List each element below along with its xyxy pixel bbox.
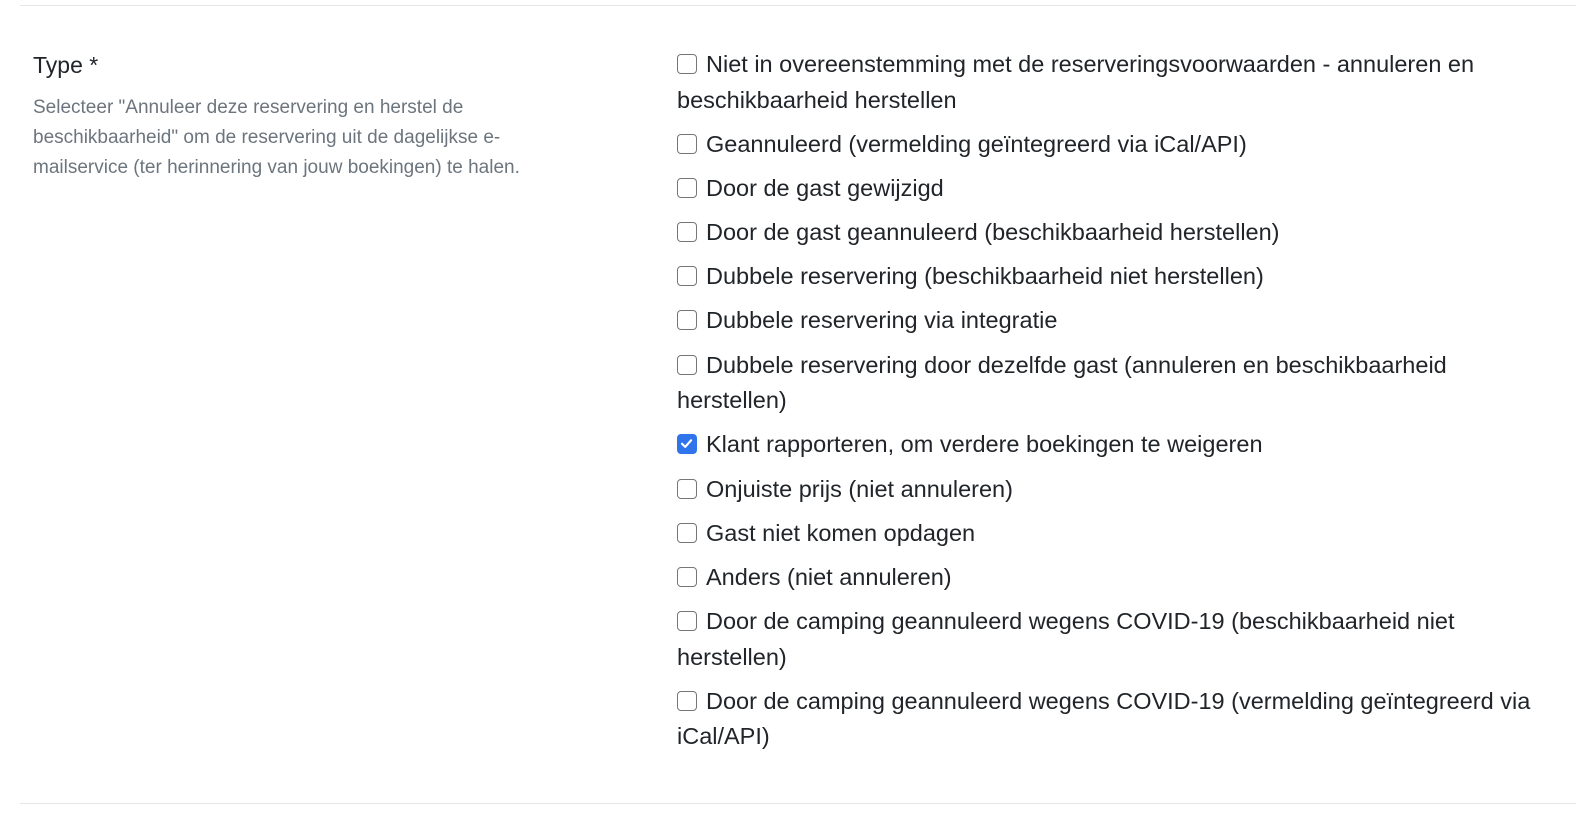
checkbox[interactable]	[677, 266, 697, 286]
type-option[interactable]	[677, 560, 1557, 596]
checkbox[interactable]	[677, 222, 697, 242]
check-icon	[679, 436, 694, 451]
type-option[interactable]	[677, 684, 1557, 755]
option-label: Gast niet komen opdagen	[706, 519, 976, 546]
type-option[interactable]	[677, 259, 1557, 295]
label-column	[33, 49, 593, 183]
type-field-label: Type *	[33, 52, 99, 78]
type-option[interactable]	[677, 472, 1557, 508]
option-label: Geannuleerd (vermelding geïntegreerd via iCal/API)	[706, 130, 1247, 157]
option-label: Dubbele reservering (beschikbaarheid niet herstellen)	[706, 263, 1264, 290]
option-label: Dubbele reservering via integratie	[706, 307, 1058, 334]
type-option[interactable]	[677, 127, 1557, 163]
type-field-help: Selecteer "Annuleer deze reservering en herstel de beschikbaarheid" om de reservering uit de dagelijkse e-mailservice (ter herinnering van jouw boekingen) te halen.	[33, 97, 520, 178]
option-label: Niet in overeenstemming met de reserveringsvoorwaarden - annuleren en beschikbaarheid herstellen	[677, 51, 1475, 113]
checkbox[interactable]	[677, 134, 697, 154]
checkbox[interactable]	[677, 355, 697, 375]
checkbox[interactable]	[677, 479, 697, 499]
type-option[interactable]	[677, 47, 1557, 118]
checkbox[interactable]	[677, 178, 697, 198]
type-option[interactable]	[677, 303, 1557, 339]
type-options-list	[677, 47, 1557, 763]
option-label: Door de gast gewijzigd	[706, 174, 944, 201]
checkbox[interactable]	[677, 567, 697, 587]
checkbox[interactable]	[677, 523, 697, 543]
checkbox[interactable]	[677, 54, 697, 74]
option-label: Klant rapporteren, om verdere boekingen te weigeren	[706, 431, 1263, 458]
bottom-divider	[20, 803, 1576, 804]
checkbox-checked[interactable]	[677, 434, 697, 454]
checkbox[interactable]	[677, 691, 697, 711]
type-option[interactable]	[677, 427, 1557, 463]
type-option[interactable]	[677, 516, 1557, 552]
option-label: Door de camping geannuleerd wegens COVID-19 (vermelding geïntegreerd via iCal/API)	[677, 687, 1531, 750]
option-label: Dubbele reservering door dezelfde gast (annuleren en beschikbaarheid herstellen)	[677, 351, 1447, 414]
type-option[interactable]	[677, 348, 1557, 419]
option-label: Door de camping geannuleerd wegens COVID-19 (beschikbaarheid niet herstellen)	[677, 608, 1455, 670]
option-label: Door de gast geannuleerd (beschikbaarheid herstellen)	[706, 219, 1280, 246]
option-label: Anders (niet annuleren)	[706, 563, 952, 590]
type-option[interactable]	[677, 215, 1557, 251]
checkbox[interactable]	[677, 611, 697, 631]
type-option[interactable]	[677, 604, 1557, 675]
type-option[interactable]	[677, 171, 1557, 207]
option-label: Onjuiste prijs (niet annuleren)	[706, 475, 1013, 502]
checkbox[interactable]	[677, 310, 697, 330]
